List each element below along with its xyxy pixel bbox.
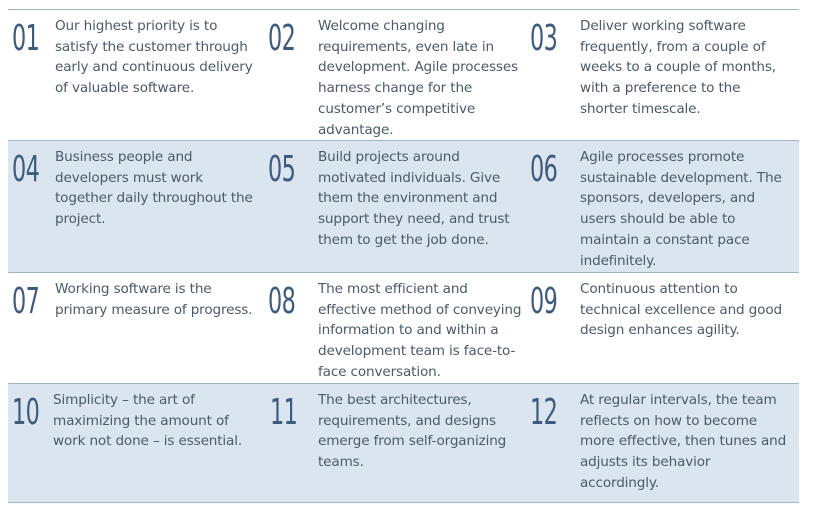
text-line: advantage. (318, 121, 394, 138)
text-line: effective method of conveying (318, 301, 522, 318)
text-line: development team is face-to- (318, 343, 516, 360)
principle-number: 05 (268, 149, 296, 190)
text-line: requirements, even late in (318, 38, 494, 55)
principles-row-2 (8, 141, 799, 273)
text-line: requirements, and designs (318, 412, 496, 429)
principle-text (318, 147, 509, 251)
text-line: technical excellence and good (580, 301, 782, 318)
text-line: information to and within a (318, 322, 499, 339)
text-line: development. Agile processes (318, 59, 518, 76)
text-line: users should be able to (580, 211, 736, 228)
principle-number: 09 (530, 281, 558, 322)
text-line: Our highest priority is to (55, 18, 218, 34)
text-line: them to get the job done. (318, 231, 489, 248)
text-line: maximizing the amount of (53, 412, 229, 429)
text-line: accordingly. (580, 474, 659, 491)
text-line: primary measure of progress. (55, 301, 253, 318)
text-line: At regular intervals, the team (580, 392, 777, 408)
text-line: customer’s competitive (318, 100, 476, 117)
principles-table (8, 9, 799, 503)
text-line: Business people and (55, 149, 193, 165)
text-line: satisfy the customer through (55, 38, 248, 55)
text-line: weeks to a couple of months, (580, 59, 776, 76)
principle-text (580, 147, 782, 271)
principle-number: 08 (268, 281, 296, 322)
text-line: early and continuous delivery (55, 59, 253, 76)
principle-number: 04 (12, 149, 40, 190)
text-line: Working software is the (55, 281, 212, 297)
text-line: teams. (318, 454, 364, 471)
principle-number: 01 (12, 18, 40, 59)
text-line: together daily throughout the (55, 190, 253, 207)
principle-number: 03 (530, 18, 558, 59)
text-line: work not done – is essential. (53, 433, 243, 450)
text-line: maintain a constant pace (580, 231, 750, 248)
text-line: Agile processes promote (580, 149, 745, 165)
text-line: design enhances agility. (580, 322, 740, 339)
principle-number: 06 (530, 149, 558, 190)
text-line: project. (55, 211, 106, 228)
principle-text (55, 147, 253, 230)
text-line: Continuous attention to (580, 281, 738, 297)
principle-number: 11 (270, 392, 298, 433)
principle-text (318, 279, 521, 383)
text-line: developers must work (55, 169, 203, 186)
text-line: sponsors, developers, and (580, 190, 755, 207)
text-line: emerge from self-organizing (318, 433, 507, 450)
text-line: reflects on how to become (580, 412, 758, 429)
principle-text (580, 279, 782, 341)
text-line: The best architectures, (318, 392, 472, 408)
text-line: frequently, from a couple of (580, 38, 766, 55)
text-line: shorter timescale. (580, 100, 701, 117)
principle-text (580, 390, 786, 494)
principle-text (55, 279, 252, 320)
principle-number: 02 (268, 18, 296, 59)
text-line: Welcome changing (318, 18, 445, 34)
text-line: Build projects around (318, 149, 460, 165)
principle-number: 07 (12, 281, 40, 322)
text-line: adjusts its behavior (580, 454, 711, 471)
text-line: indefinitely. (580, 252, 657, 269)
text-line: The most efficient and (318, 281, 468, 297)
principle-text (318, 16, 518, 140)
principle-text (55, 16, 253, 99)
text-line: Deliver working software (580, 18, 746, 34)
principle-number: 12 (530, 392, 558, 433)
principle-number: 10 (12, 392, 40, 433)
text-line: them the environment and (318, 190, 498, 207)
text-line: more effective, then tunes and (580, 433, 787, 450)
text-line: Simplicity – the art of (53, 392, 195, 408)
text-line: of valuable software. (55, 80, 195, 97)
text-line: with a preference to the (580, 80, 741, 97)
principles-row-4 (8, 384, 799, 503)
principle-text (53, 390, 242, 452)
principles-row-3 (8, 273, 799, 384)
text-line: face conversation. (318, 363, 441, 380)
text-line: sustainable development. The (580, 169, 782, 186)
principle-text (318, 390, 506, 473)
principles-row-1 (8, 10, 799, 141)
text-line: motivated individuals. Give (318, 169, 501, 186)
text-line: support they need, and trust (318, 211, 510, 228)
text-line: harness change for the (318, 80, 473, 97)
principle-text (580, 16, 776, 120)
